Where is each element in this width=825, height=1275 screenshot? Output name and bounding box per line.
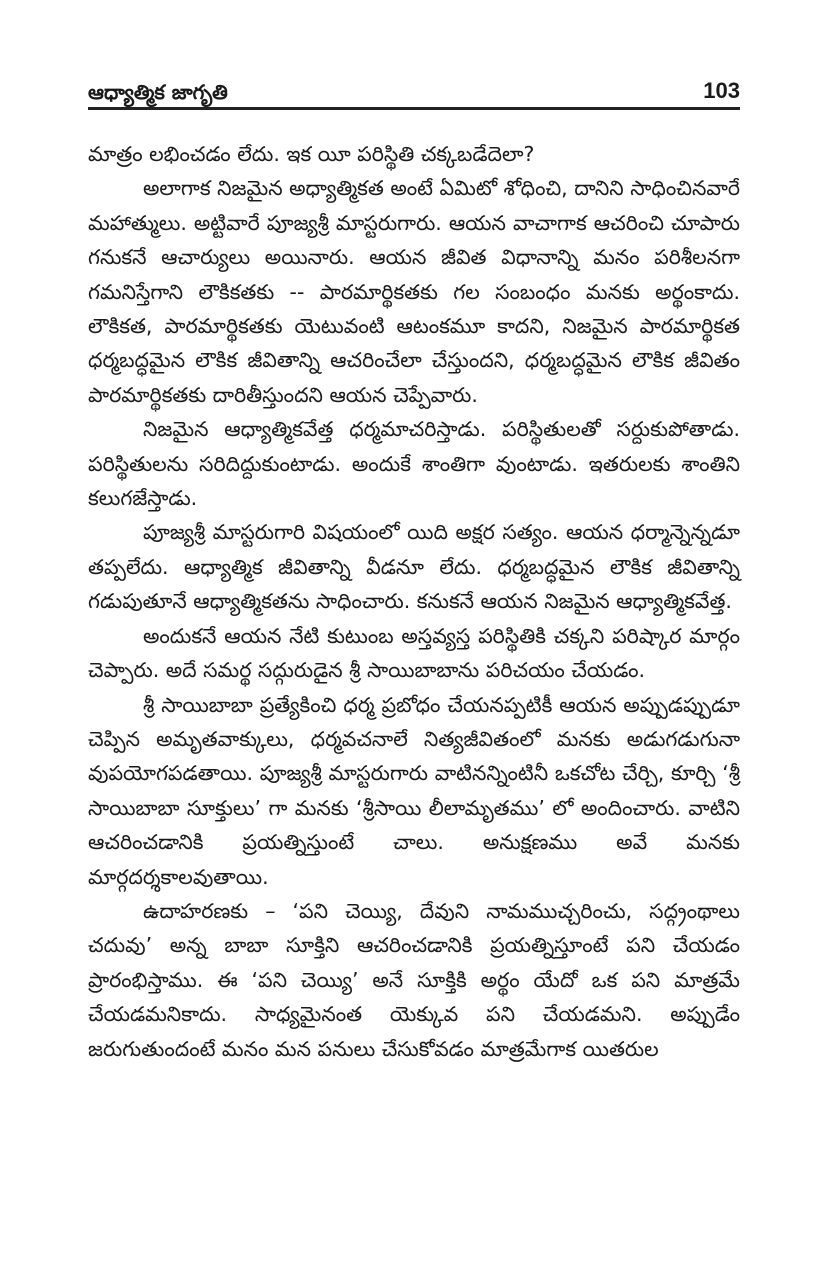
header-divider xyxy=(88,107,740,110)
paragraph: శ్రీ సాయిబాబా ప్రత్యేకించి ధర్మ ప్రబోధం చేయనప్పటికీ ఆయన అప్పుడప్పుడూ చెప్పిన అమృతవాక్కులు, ధర్మవచనాలే నిత్యజీవితంలో మనకు అడుగడుగునా వుపయోగపడతాయి. పూజ్యశ్రీ మాస్టరుగారు వాటినన్నింటినీ ఒకచోట చేర్చి, కూర్చి ‘శ్రీ సాయిబాబా సూక్తులు’ గా మనకు ‘శ్రీసాయి లీలామృతము’ లో అందించారు. వాటిని ఆచరించడానికి ప్రయత్నిస్తుంటే చాలు. అనుక్షణము అవే మనకు మార్గదర్శకాలవుతాయి. xyxy=(88,692,740,889)
paragraph: అందుకనే ఆయన నేటి కుటుంబ అస్తవ్యస్త పరిస్థితికి చక్కని పరిష్కార మార్గం చెప్పారు. అదే సమర్థ సద్గురుడైన శ్రీ సాయిబాబాను పరిచయం చేయడం. xyxy=(88,623,740,683)
running-header xyxy=(88,78,740,108)
paragraph: ఉదాహరణకు – ‘పని చెయ్యి, దేవుని నామముచ్చరించు, సద్గ్రంథాలు చదువు’ అన్న బాబా సూక్తిని ఆచరించడానికి ప్రయత్నిస్తూంటే పని చేయడం ప్రారంభిస్తాము. ఈ ‘పని చెయ్యి’ అనే సూక్తికి అర్థం యేదో ఒక పని మాత్రమే చేయడమనికాదు. సాధ్యమైనంత యెక్కువ పని చేయడమని. అప్పుడేం జరుగుతుందంటే మనం మన పనులు చేసుకోవడం మాత్రమేగాక యితరుల xyxy=(88,898,740,1061)
paragraph: పూజ్యశ్రీ మాస్టరుగారి విషయంలో యిది అక్షర సత్యం. ఆయన ధర్మాన్నెన్నడూ తప్పలేదు. ఆధ్యాత్మిక జీవితాన్ని వీడనూ లేదు. ధర్మబద్ధమైన లౌకిక జీవితాన్ని గడుపుతూనే ఆధ్యాత్మికతను సాధించారు. కనుకనే ఆయన నిజమైన ఆధ్యాత్మికవేత్త. xyxy=(88,520,740,614)
body-text xyxy=(88,137,740,1066)
paragraph: నిజమైన ఆధ్యాత్మికవేత్త ధర్మమాచరిస్తాడు. పరిస్థితులతో సర్దుకుపోతాడు. పరిస్థితులను సరిదిద్దుకుంటాడు. అందుకే శాంతిగా వుంటాడు. ఇతరులకు శాంతిని కలుగజేస్తాడు. xyxy=(88,417,740,511)
paragraph: మాత్రం లభించడం లేదు. ఇక యీ పరిస్థితి చక్కబడేదెలా? xyxy=(88,142,535,166)
page-number: 103 xyxy=(703,78,740,103)
running-header-title: ఆధ్యాత్మిక జాగృతి xyxy=(88,80,228,104)
book-page xyxy=(88,0,740,1275)
paragraph: అలాగాక నిజమైన అధ్యాత్మికత అంటే ఏమిటో శోధించి, దానిని సాధించినవారే మహాత్ములు. అట్టివారే పూజ్యశ్రీ మాస్టరుగారు. ఆయన వాచాగాక ఆచరించి చూపారు గనుకనే ఆచార్యులు అయినారు. ఆయన జీవిత విధానాన్ని మనం పరిశీలనగా గమనిస్తేగాని లౌకికతకు -- పారమార్థికతకు గల సంబంధం మనకు అర్థంకాదు. లౌకికత, పారమార్థికతకు యెటువంటి ఆటంకమూ కాదని, నిజమైన పారమార్థికత ధర్మబద్ధమైన లౌకిక జీవితాన్ని ఆచరించేలా చేస్తుందని, ధర్మబద్ధమైన లౌకిక జీవితం పారమార్థికతకు దారితీస్తుందని ఆయన చెప్పేవారు. xyxy=(88,176,740,407)
